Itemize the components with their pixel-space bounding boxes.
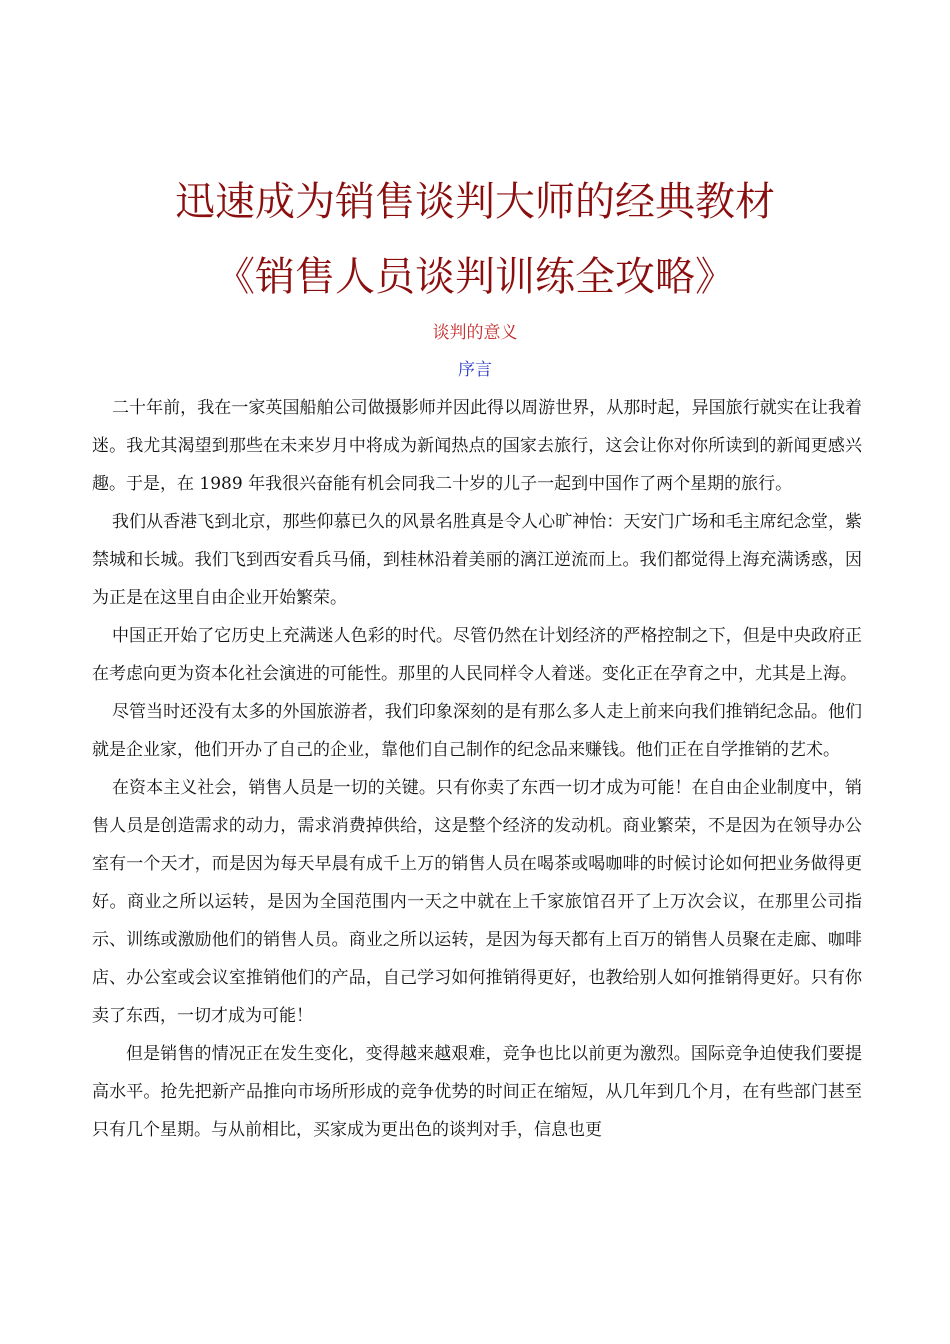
body-paragraph: 二十年前，我在一家英国船舶公司做摄影师并因此得以周游世界，从那时起，异国旅行就实在让我着迷。我尤其渴望到那些在未来岁月中将成为新闻热点的国家去旅行，这会让你对你所读到的新闻更感兴趣。于是，在 1989 年我很兴奋能有机会同我二十岁的儿子一起到中国作了两个星期的旅行。 xyxy=(92,398,862,494)
body-paragraph: 中国正开始了它历史上充满迷人色彩的时代。尽管仍然在计划经济的严格控制之下，但是中央政府正在考虑向更为资本化社会演进的可能性。那里的人民同样令人着迷。变化正在孕育之中，尤其是上海。 xyxy=(92,626,862,684)
preface-heading: 序言 xyxy=(458,360,492,380)
section-heading: 谈判的意义 xyxy=(432,323,518,343)
document-title-line-1: 迅速成为销售谈判大师的经典教材 xyxy=(175,179,775,225)
document-body xyxy=(92,389,862,1149)
body-paragraph: 在资本主义社会，销售人员是一切的关键。只有你卖了东西一切才成为可能！在自由企业制度中，销售人员是创造需求的动力，需求消费掉供给，这是整个经济的发动机。商业繁荣，不是因为在领导办公室有一个天才，而是因为每天早晨有成千上万的销售人员在喝茶或喝咖啡的时候讨论如何把业务做得更好。商业之所以运转，是因为全国范围内一天之中就在上千家旅馆召开了上万次会议，在那里公司指示、训练或激励他们的销售人员。商业之所以运转，是因为每天都有上百万的销售人员聚在走廊、咖啡店、办公室或会议室推销他们的产品，自己学习如何推销得更好，也教给别人如何推销得更好。只有你卖了东西，一切才成为可能！ xyxy=(92,778,862,1026)
body-paragraph: 尽管当时还没有太多的外国旅游者，我们印象深刻的是有那么多人走上前来向我们推销纪念品。他们就是企业家，他们开办了自己的企业，靠他们自己制作的纪念品来赚钱。他们正在自学推销的艺术。 xyxy=(92,702,862,760)
document-title-line-2: 《销售人员谈判训练全攻略》 xyxy=(215,254,735,300)
body-paragraph: 但是销售的情况正在发生变化，变得越来越艰难，竞争也比以前更为激烈。国际竞争迫使我们要提高水平。抢先把新产品推向市场所形成的竞争优势的时间正在缩短，从几年到几个月，在有些部门甚至只有几个星期。与从前相比，买家成为更出色的谈判对手，信息也更 xyxy=(92,1044,862,1140)
body-paragraph: 我们从香港飞到北京，那些仰慕已久的风景名胜真是令人心旷神怡：天安门广场和毛主席纪念堂，紫禁城和长城。我们飞到西安看兵马俑，到桂林沿着美丽的漓江逆流而上。我们都觉得上海充满诱惑，因为正是在这里自由企业开始繁荣。 xyxy=(92,512,862,608)
